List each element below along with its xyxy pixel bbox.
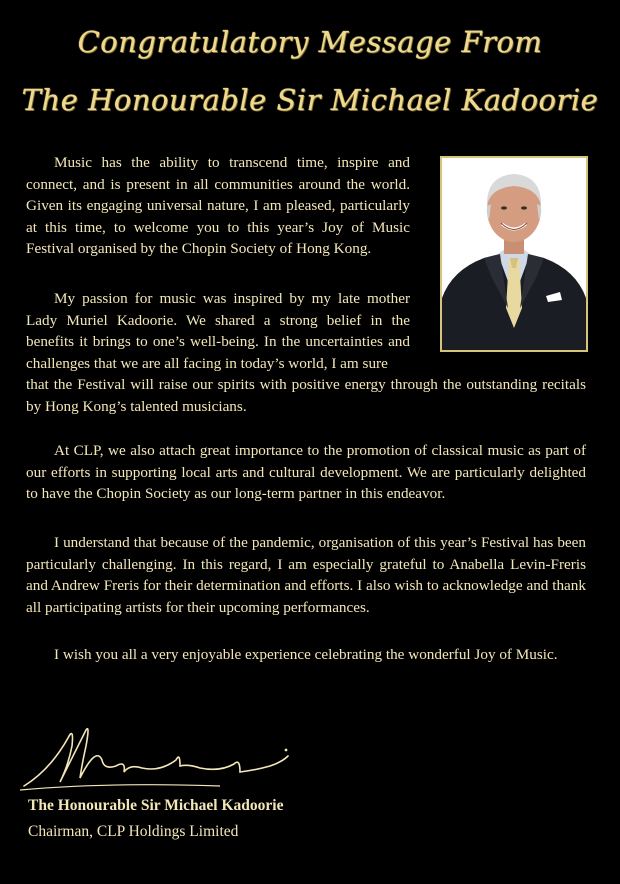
paragraph-2-text-b: that the Festival will raise our spirits with positive energy through the outstanding recitals by Hong Kong’s talented musicians. <box>26 376 586 415</box>
paragraph-5-text: I wish you all a very enjoyable experience celebrating the wonderful Joy of Music. <box>54 646 558 663</box>
paragraph-2-text-a: My passion for music was inspired by my late mother Lady Muriel Kadoorie. We shared a strong belief in the benefits it brings to one’s well-being. In the uncertainties and challenges that we are all facing in today’s world, I am sure <box>26 290 410 372</box>
signatory-name: The Honourable Sir Michael Kadoorie <box>28 797 284 814</box>
message-title-line-1: Congratulatory Message From <box>77 25 543 59</box>
signatory-title: Chairman, CLP Holdings Limited <box>28 823 239 840</box>
paragraph-3-text: At CLP, we also attach great importance to the promotion of classical music as part of our efforts in supporting local arts and cultural development. We are particularly delighted to have the Chopin Society as our long-term partner in this endeavor. <box>26 442 586 502</box>
paragraph-4 <box>26 532 586 618</box>
paragraph-4-text: I understand that because of the pandemic, organisation of this year’s Festival has been particularly challenging. In this regard, I am especially grateful to Anabella Levin-Freris and Andrew Freris for their determination and efforts. I also wish to acknowledge and thank all participating artists for their upcoming performances. <box>26 534 586 616</box>
handwritten-signature <box>20 720 300 795</box>
paragraph-5 <box>26 644 586 666</box>
paragraph-1 <box>26 152 410 260</box>
message-title-line-2: The Honourable Sir Michael Kadoorie <box>21 83 599 117</box>
portrait-photo <box>440 156 588 352</box>
paragraph-2-part-1 <box>26 288 410 374</box>
paragraph-2-part-2 <box>26 374 586 417</box>
portrait-illustration <box>442 158 586 350</box>
paragraph-3 <box>26 440 586 505</box>
paragraph-1-text: Music has the ability to transcend time, inspire and connect, and is present in all communities around the world. Given its engaging universal nature, I am pleased, particularly at this time, to welcome you to this year’s Joy of Music Festival organised by the Chopin Society of Hong Kong. <box>26 154 410 257</box>
